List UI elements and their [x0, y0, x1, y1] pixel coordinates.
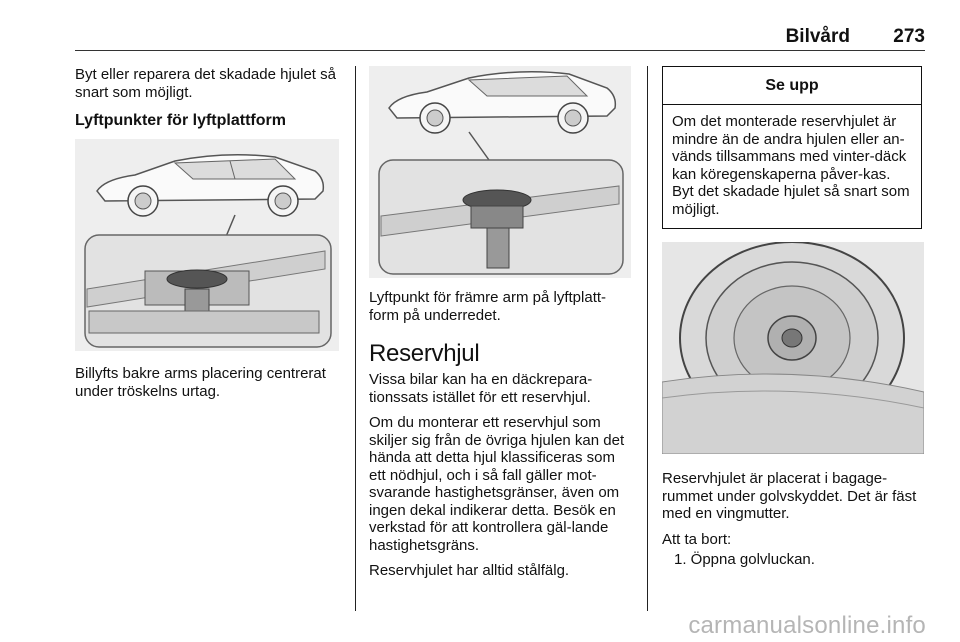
caution-title: Se upp: [663, 67, 921, 105]
watermark: carmanualsonline.info: [688, 612, 926, 639]
caution-text: Om det monterade reservhjulet är mindre än de andra hjulen eller an-vänds tillsammans med vinter-däck kan köregenskaperna påver-kas. Byt det skadade hjulet så snart som möjligt.: [672, 113, 910, 218]
column-right: [662, 66, 925, 569]
spare-wheel-illustration: [662, 242, 924, 454]
intro-text: Byt eller reparera det skadade hjulet så snart som möjligt.: [75, 66, 336, 101]
spare-para-repair-kit: Vissa bilar kan ha en däckrepara-tionssats istället för ett reservhjul.: [369, 371, 593, 406]
lift-points-heading: Lyftpunkter för lyftplattform: [75, 112, 286, 129]
column-left: [75, 66, 345, 400]
removal-intro: Att ta bort:: [662, 530, 732, 548]
front-arm-caption: Lyftpunkt för främre arm på lyftplatt-form på underredet.: [369, 289, 607, 324]
spare-wheel-heading: Reservhjul: [369, 340, 480, 367]
column-divider-left: [355, 66, 356, 611]
section-title: Bilvård: [785, 26, 850, 47]
page-header: [75, 24, 925, 51]
column-middle: [369, 66, 635, 580]
column-divider-right: [647, 66, 648, 611]
rear-arm-caption: Billyfts bakre arms placering centrerat under tröskelns urtag.: [75, 365, 326, 400]
spare-para-emergency: Om du monterar ett reservhjul som skiljer sig från de övriga hjulen kan det hända att detta hjul klassificeras som ett nödhjul, och i så fall gäller mot-svarande hastighetsgränser, även om ingen dekal indikerar detta. Besök en verkstad för att kontrollera gäl-lande hastighetsgräns.: [369, 414, 625, 554]
spare-para-steel-rim: Reservhjulet har alltid stålfälg.: [369, 562, 570, 579]
caution-box: [662, 66, 922, 229]
front-lift-arm-illustration: [369, 66, 631, 278]
removal-steps: [662, 551, 925, 569]
removal-step: 1. Öppna golvluckan.: [674, 551, 815, 568]
page-number: 273: [893, 26, 925, 47]
spare-location-text: Reservhjulet är placerat i bagage-rummet under golvskyddet. Det är fäst med en vingmutter.: [662, 470, 917, 522]
rear-lift-arm-illustration: [75, 139, 339, 351]
